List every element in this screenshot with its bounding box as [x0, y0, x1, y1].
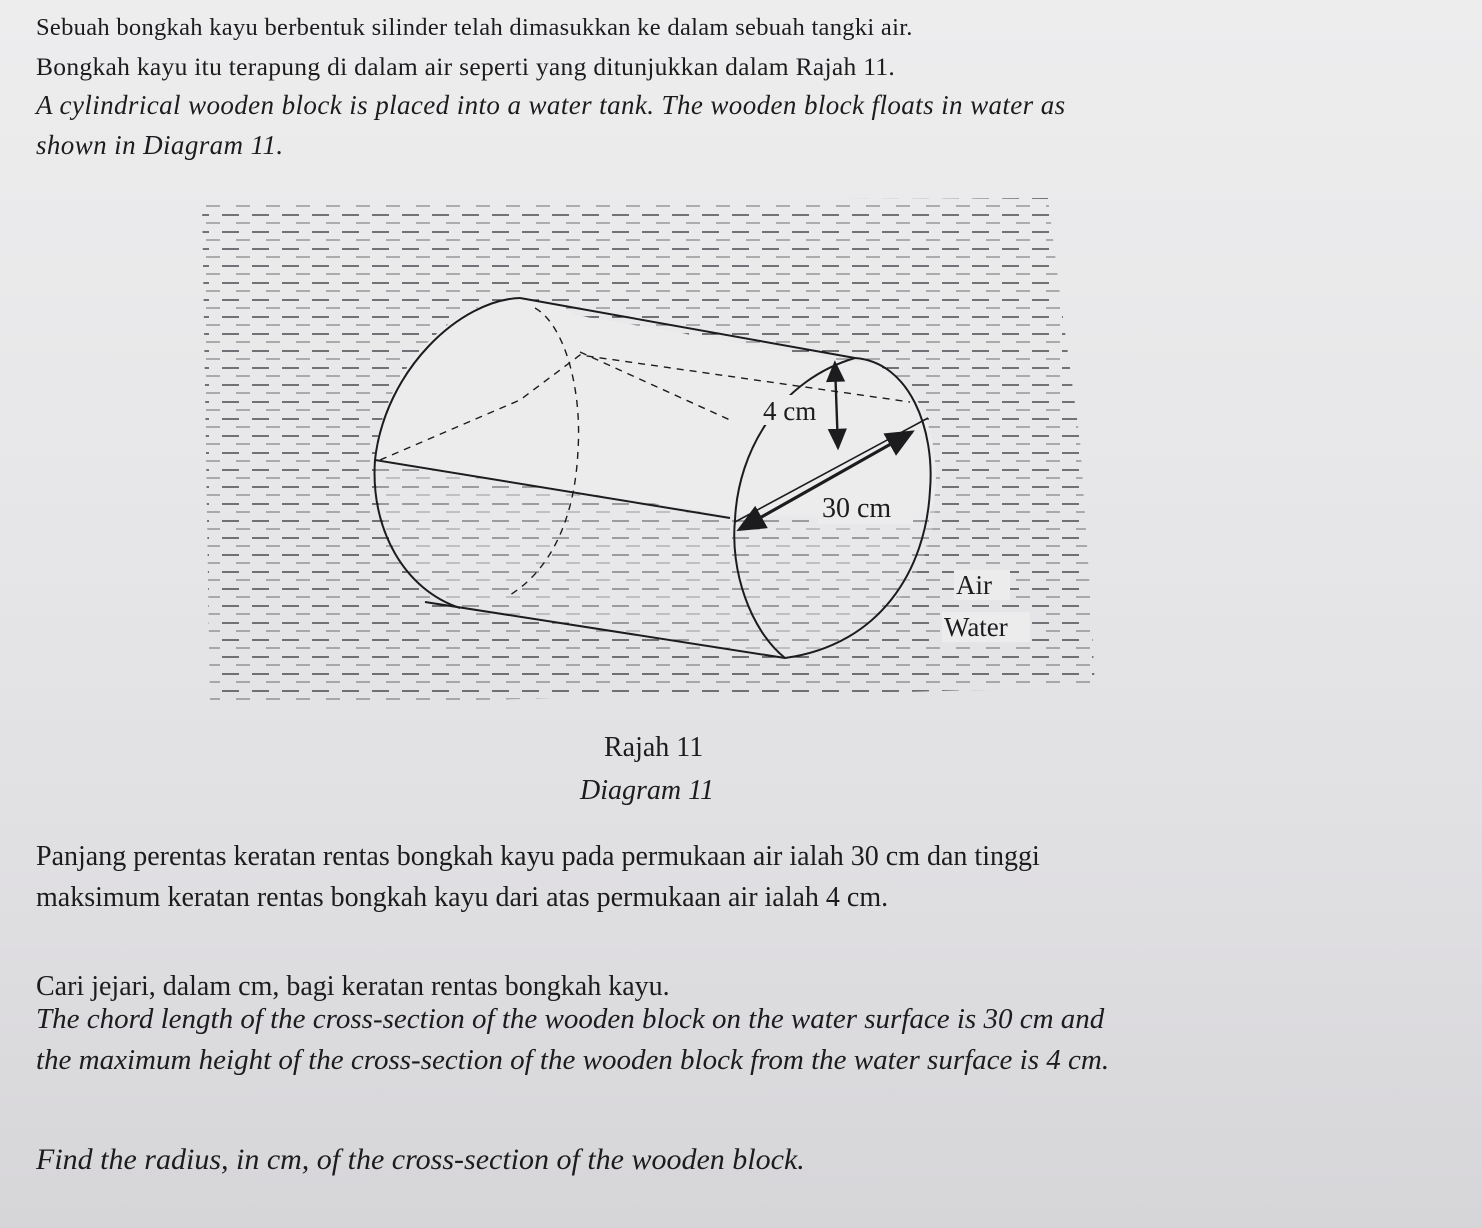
intro-english-line-1: A cylindrical wooden block is placed into a water tank. The wooden block floats in water as	[36, 90, 1066, 120]
question-english	[36, 1002, 1109, 1084]
task-english-line: Find the radius, in cm, of the cross-section of the wooden block.	[36, 1143, 805, 1176]
task-malay	[36, 962, 670, 1003]
question-malay	[36, 840, 1040, 922]
task-english	[36, 1142, 805, 1177]
intro-english-line-2: shown in Diagram 11.	[36, 129, 284, 160]
chord-label: 30 cm	[822, 493, 892, 524]
water-label: Water	[944, 612, 1008, 642]
intro-malay-line-1: Sebuah bongkah kayu berbentuk silinder telah dimasukkan ke dalam sebuah tangki air.	[36, 14, 913, 41]
floating-cylinder-diagram	[190, 190, 1100, 720]
air-label: Air	[956, 570, 992, 600]
question-english-line-1: The chord length of the cross-section of the wooden block on the water surface is 30 cm and	[36, 1003, 1105, 1035]
diagram-caption-malay: Rajah 11	[604, 732, 704, 763]
height-label: 4 cm	[763, 396, 817, 426]
intro-english	[36, 90, 1066, 162]
intro-malay-line-2: Bongkah kayu itu terapung di dalam air seperti yang ditunjukkan dalam Rajah 11.	[36, 51, 896, 81]
diagram-caption-english: Diagram 11	[580, 775, 715, 806]
question-english-line-2: the maximum height of the cross-section of the wooden block from the water surface is 4 cm.	[36, 1044, 1110, 1077]
task-malay-line: Cari jejari, dalam cm, bagi keratan rentas bongkah kayu.	[36, 971, 670, 1002]
intro-malay	[36, 14, 913, 82]
question-malay-line-1: Panjang perentas keratan rentas bongkah kayu pada permukaan air ialah 30 cm dan tinggi	[36, 841, 1040, 872]
question-malay-line-2: maksimum keratan rentas bongkah kayu dari atas permukaan air ialah 4 cm.	[36, 882, 889, 914]
